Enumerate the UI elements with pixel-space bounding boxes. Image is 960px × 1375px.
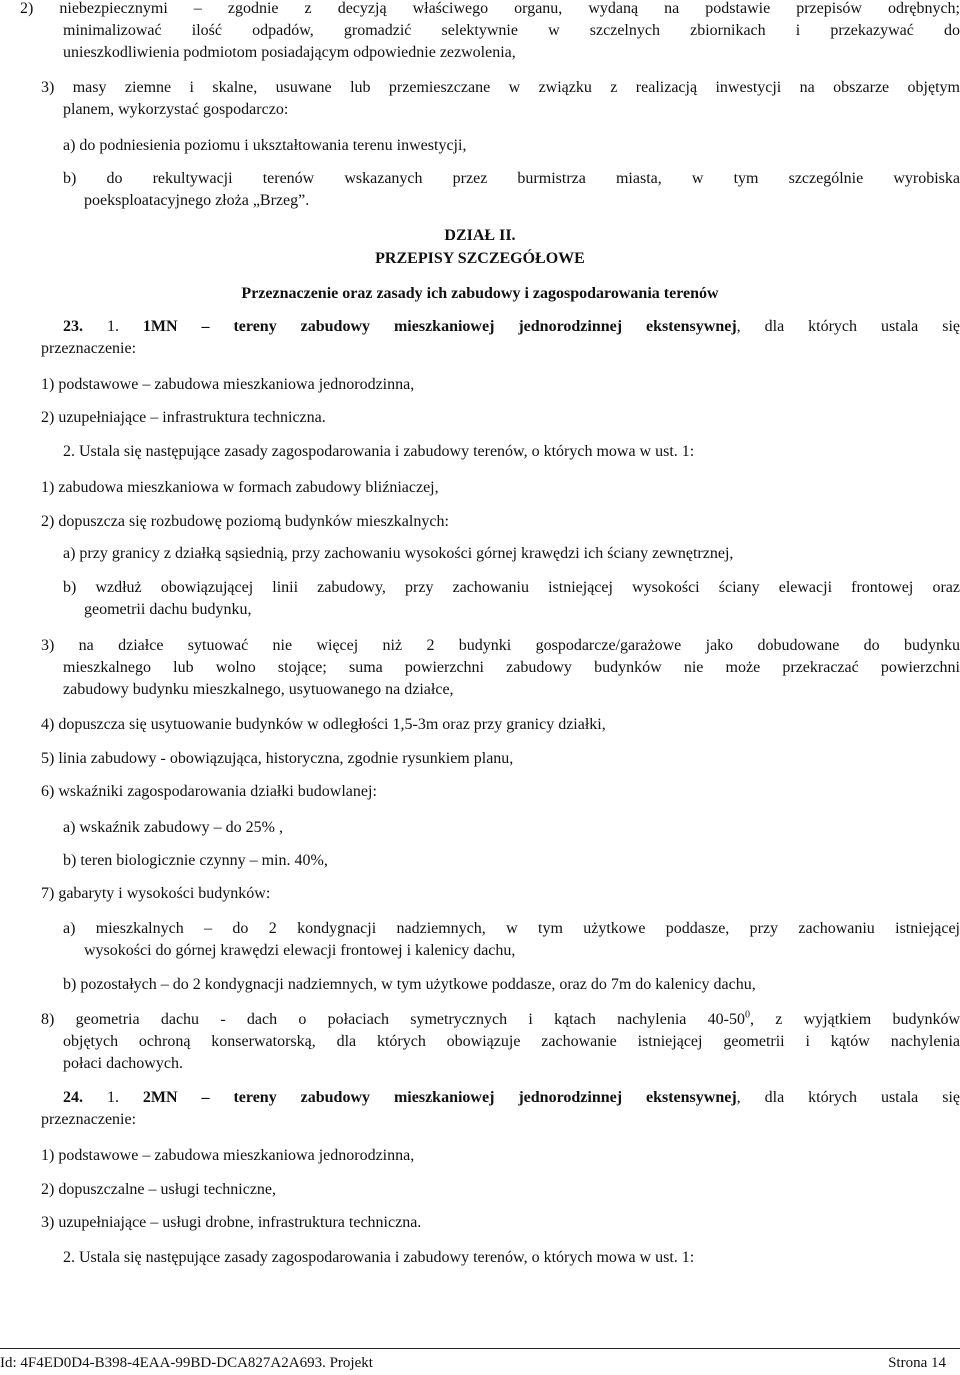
list-item: a) do podniesienia poziomu i ukształtowania terenu inwestycji, xyxy=(63,137,467,154)
section-title: DZIAŁ II. xyxy=(444,227,516,244)
list-item: 1) zabudowa mieszkaniowa w formach zabudowy bliźniaczej, xyxy=(41,479,439,496)
paragraph-text: 2. Ustala się następujące zasady zagospodarowania i zabudowy terenów, o których mowa w ust. 1: xyxy=(63,443,695,460)
list-item: 1) podstawowe – zabudowa mieszkaniowa jednorodzinna, xyxy=(41,376,415,393)
list-item: b) teren biologicznie czynny – min. 40%, xyxy=(63,852,328,869)
list-item: 5) linia zabudowy - obowiązująca, historyczna, zgodnie rysunkiem planu, xyxy=(41,750,514,767)
roof-geometry-text-rest: , z wyjątkiem budynków xyxy=(749,1011,960,1028)
paragraph-text: 2. Ustala się następujące zasady zagospodarowania i zabudowy terenów, o których mowa w ust. 1: xyxy=(63,1249,695,1266)
footer-divider xyxy=(0,1348,960,1349)
heading-rest: , dla których ustala się xyxy=(736,1089,960,1106)
list-item: 3) uzupełniające – usługi drobne, infrastruktura techniczna. xyxy=(41,1214,422,1231)
list-item: 1) podstawowe – zabudowa mieszkaniowa jednorodzinna, xyxy=(41,1147,415,1164)
list-item: 3) na działce sytuować nie więcej niż 2 budynki gospodarcze/garażowe jako dobudowane do budynku xyxy=(41,637,960,654)
list-item: planem, wykorzystać gospodarczo: xyxy=(63,101,289,118)
degree-superscript: 0 xyxy=(744,1009,750,1021)
list-item: a) przy granicy z działką sąsiednią, przy zachowaniu wysokości górnej krawędzi ich ściany zewnętrznej, xyxy=(63,545,734,562)
list-item: 2) uzupełniające – infrastruktura techniczna. xyxy=(41,409,326,426)
heading-rest: , dla których ustala się xyxy=(736,318,960,335)
zone-name: 1MN – tereny zabudowy mieszkaniowej jednorodzinnej ekstensywnej xyxy=(142,318,737,335)
list-item: geometrii dachu budynku, xyxy=(84,601,252,618)
list-item: mieszkalnego lub wolno stojące; suma powierzchni zabudowy budynków nie może przekraczać powierzchni xyxy=(63,659,960,676)
list-item: b) do rekultywacji terenów wskazanych przez burmistrza miasta, w tym szczególnie wyrobiska xyxy=(63,170,960,187)
list-item: wysokości do górnej krawędzi elewacji frontowej i kalenicy dachu, xyxy=(84,942,516,959)
list-item: poeksploatacyjnego złoża „Brzeg”. xyxy=(84,192,310,209)
list-item xyxy=(41,1009,960,1031)
list-item: unieszkodliwienia podmiotom posiadającym odpowiednie zezwolenia, xyxy=(63,44,516,61)
paragraph-number: 23. xyxy=(63,318,107,335)
paragraph-text: przeznaczenie: xyxy=(41,1111,137,1128)
list-item: zabudowy budynku mieszkalnego, usytuowanego na działce, xyxy=(63,681,454,698)
paragraph-text: przeznaczenie: xyxy=(41,340,137,357)
paragraph-number: 24. xyxy=(63,1089,107,1106)
list-item: 2) niebezpiecznymi – zgodnie z decyzją właściwego organu, wydaną na podstawie przepisów odrębnych; xyxy=(20,0,960,17)
list-item: 2) dopuszcza się rozbudowę poziomą budynków mieszkalnych: xyxy=(41,513,449,530)
list-item: 7) gabaryty i wysokości budynków: xyxy=(41,885,271,902)
list-item: objętych ochroną konserwatorską, dla których obowiązuje zachowanie istniejącej geometrii i kątów nachylenia xyxy=(63,1033,960,1050)
section-title: PRZEPISY SZCZEGÓŁOWE xyxy=(375,250,585,267)
list-item: minimalizować ilość odpadów, gromadzić selektywnie w szczelnych zbiornikach i przekazywać do xyxy=(63,22,960,39)
list-item: b) pozostałych – do 2 kondygnacji nadziemnych, w tym użytkowe poddasze, oraz do 7m do kalenicy dachu, xyxy=(63,976,756,993)
clause-number: 1. xyxy=(106,1089,143,1106)
list-item: a) mieszkalnych – do 2 kondygnacji nadziemnych, w tym użytkowe poddasze, przy zachowaniu istniejącej xyxy=(63,920,960,937)
roof-geometry-text: 8) geometria dachu - dach o połaciach symetrycznych i kątach nachylenia 40-50 xyxy=(41,1011,745,1028)
list-item: a) wskaźnik zabudowy – do 25% , xyxy=(63,819,283,836)
footer-document-id: Id: 4F4ED0D4-B398-4EAA-99BD-DCA827A2A693. Projekt xyxy=(0,1355,373,1371)
list-item: połaci dachowych. xyxy=(63,1055,183,1072)
zone-name: 2MN – tereny zabudowy mieszkaniowej jednorodzinnej ekstensywnej xyxy=(142,1089,737,1106)
clause-number: 1. xyxy=(106,318,143,335)
list-item: 6) wskaźniki zagospodarowania działki budowlanej: xyxy=(41,783,377,800)
list-item: 4) dopuszcza się usytuowanie budynków w odległości 1,5-3m oraz przy granicy działki, xyxy=(41,716,606,733)
list-item: b) wzdłuż obowiązującej linii zabudowy, przy zachowaniu istniejącej wysokości ściany elewacji frontowej oraz xyxy=(63,579,960,596)
list-item: 2) dopuszczalne – usługi techniczne, xyxy=(41,1181,277,1198)
section-subtitle: Przeznaczenie oraz zasady ich zabudowy i zagospodarowania terenów xyxy=(241,285,719,302)
list-item: 3) masy ziemne i skalne, usuwane lub przemieszczane w związku z realizacją inwestycji na obszarze objętym xyxy=(41,79,960,96)
paragraph-heading xyxy=(63,316,960,338)
footer-page-number: Strona 14 xyxy=(888,1355,946,1371)
paragraph-heading xyxy=(63,1087,960,1109)
